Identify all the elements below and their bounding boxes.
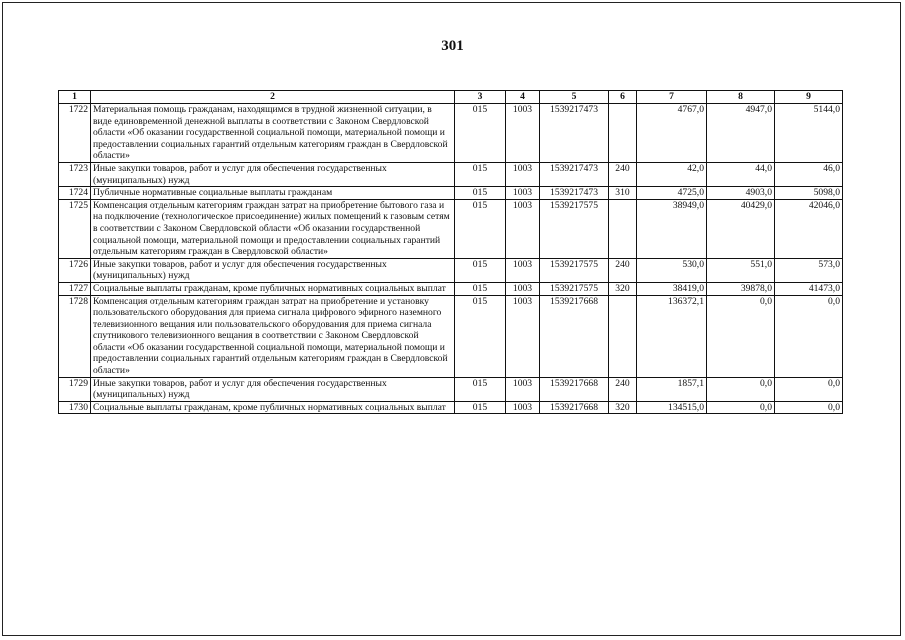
row-c4: 1003 bbox=[506, 187, 540, 200]
row-c7: 134515,0 bbox=[637, 401, 707, 414]
row-number: 1726 bbox=[59, 258, 91, 282]
row-c7: 136372,1 bbox=[637, 295, 707, 377]
row-c7: 38419,0 bbox=[637, 282, 707, 295]
row-c6: 240 bbox=[609, 258, 637, 282]
row-c9: 5098,0 bbox=[775, 187, 843, 200]
row-c8: 4903,0 bbox=[707, 187, 775, 200]
table-row bbox=[59, 187, 843, 200]
table-row bbox=[59, 401, 843, 414]
row-c9: 0,0 bbox=[775, 401, 843, 414]
row-name: Иные закупки товаров, работ и услуг для обеспечения государственных (муниципальных) нужд bbox=[91, 377, 455, 401]
row-number: 1729 bbox=[59, 377, 91, 401]
row-name: Социальные выплаты гражданам, кроме публичных нормативных социальных выплат bbox=[91, 401, 455, 414]
row-number: 1723 bbox=[59, 162, 91, 186]
table-row bbox=[59, 295, 843, 377]
row-c4: 1003 bbox=[506, 258, 540, 282]
row-c5: 1539217473 bbox=[540, 187, 609, 200]
row-c6 bbox=[609, 104, 637, 163]
row-c4: 1003 bbox=[506, 295, 540, 377]
table-row bbox=[59, 162, 843, 186]
row-c7: 42,0 bbox=[637, 162, 707, 186]
row-c7: 1857,1 bbox=[637, 377, 707, 401]
row-c4: 1003 bbox=[506, 199, 540, 258]
row-c5: 1539217473 bbox=[540, 104, 609, 163]
row-c3: 015 bbox=[455, 258, 506, 282]
col-header: 4 bbox=[506, 91, 540, 104]
col-header: 6 bbox=[609, 91, 637, 104]
row-c8: 0,0 bbox=[707, 377, 775, 401]
row-c6 bbox=[609, 199, 637, 258]
row-c6: 310 bbox=[609, 187, 637, 200]
row-c4: 1003 bbox=[506, 377, 540, 401]
row-number: 1730 bbox=[59, 401, 91, 414]
row-c8: 40429,0 bbox=[707, 199, 775, 258]
row-number: 1724 bbox=[59, 187, 91, 200]
row-c3: 015 bbox=[455, 162, 506, 186]
budget-table bbox=[58, 90, 843, 414]
col-header: 2 bbox=[91, 91, 455, 104]
table-row bbox=[59, 104, 843, 163]
row-c5: 1539217668 bbox=[540, 401, 609, 414]
row-name: Компенсация отдельным категориям граждан затрат на приобретение бытового газа и на подключение (технологическое присоединение) жилых помещений к газовым сетям в соответствии с Законом Свердловской области «Об оказании государственной социальной помощи, материальной помощи и предоставлении социальных гарантий отдельным категориям граждан в Свердловской области» bbox=[91, 199, 455, 258]
col-header: 1 bbox=[59, 91, 91, 104]
row-c7: 38949,0 bbox=[637, 199, 707, 258]
row-c6 bbox=[609, 295, 637, 377]
row-c8: 44,0 bbox=[707, 162, 775, 186]
row-c4: 1003 bbox=[506, 162, 540, 186]
row-c3: 015 bbox=[455, 282, 506, 295]
row-c5: 1539217575 bbox=[540, 258, 609, 282]
row-c5: 1539217473 bbox=[540, 162, 609, 186]
row-c5: 1539217668 bbox=[540, 295, 609, 377]
row-c7: 530,0 bbox=[637, 258, 707, 282]
row-c6: 320 bbox=[609, 401, 637, 414]
col-header: 5 bbox=[540, 91, 609, 104]
table-row bbox=[59, 199, 843, 258]
row-c3: 015 bbox=[455, 104, 506, 163]
row-c9: 42046,0 bbox=[775, 199, 843, 258]
row-number: 1728 bbox=[59, 295, 91, 377]
row-c6: 240 bbox=[609, 377, 637, 401]
row-name: Иные закупки товаров, работ и услуг для обеспечения государственных (муниципальных) нужд bbox=[91, 258, 455, 282]
row-c8: 0,0 bbox=[707, 295, 775, 377]
row-c3: 015 bbox=[455, 187, 506, 200]
row-c3: 015 bbox=[455, 295, 506, 377]
table-row bbox=[59, 377, 843, 401]
row-c9: 41473,0 bbox=[775, 282, 843, 295]
row-name: Публичные нормативные социальные выплаты гражданам bbox=[91, 187, 455, 200]
col-header: 9 bbox=[775, 91, 843, 104]
col-header: 8 bbox=[707, 91, 775, 104]
row-c4: 1003 bbox=[506, 401, 540, 414]
row-c5: 1539217668 bbox=[540, 377, 609, 401]
row-name: Иные закупки товаров, работ и услуг для обеспечения государственных (муниципальных) нужд bbox=[91, 162, 455, 186]
row-number: 1725 bbox=[59, 199, 91, 258]
row-c3: 015 bbox=[455, 199, 506, 258]
row-c5: 1539217575 bbox=[540, 199, 609, 258]
header-row bbox=[59, 91, 843, 104]
row-name: Материальная помощь гражданам, находящимся в трудной жизненной ситуации, в виде единовременной денежной выплаты в соответствии с Законом Свердловской области «Об оказании государственной социальной помощи, материальной помощи и предоставлении социальных гарантий отдельным категориям граждан в Свердловской области» bbox=[91, 104, 455, 163]
col-header: 7 bbox=[637, 91, 707, 104]
row-c9: 573,0 bbox=[775, 258, 843, 282]
row-c8: 551,0 bbox=[707, 258, 775, 282]
row-c8: 4947,0 bbox=[707, 104, 775, 163]
row-number: 1727 bbox=[59, 282, 91, 295]
row-c9: 0,0 bbox=[775, 295, 843, 377]
page-number: 301 bbox=[441, 38, 464, 54]
table-row bbox=[59, 258, 843, 282]
row-c9: 0,0 bbox=[775, 377, 843, 401]
row-c9: 5144,0 bbox=[775, 104, 843, 163]
row-number: 1722 bbox=[59, 104, 91, 163]
row-c8: 39878,0 bbox=[707, 282, 775, 295]
row-c7: 4767,0 bbox=[637, 104, 707, 163]
row-name: Компенсация отдельным категориям граждан затрат на приобретение и установку пользовательского оборудования для приема сигнала цифрового эфирного наземного телевизионного вещания или пользовательского оборудования для приема сигнала спутникового телевизионного вещания в соответствии с Законом Свердловской области «Об оказании государственной социальной помощи, материальной помощи и предоставлении социальных гарантий отдельным категориям граждан в Свердловской области» bbox=[91, 295, 455, 377]
row-name: Социальные выплаты гражданам, кроме публичных нормативных социальных выплат bbox=[91, 282, 455, 295]
row-c5: 1539217575 bbox=[540, 282, 609, 295]
row-c8: 0,0 bbox=[707, 401, 775, 414]
row-c4: 1003 bbox=[506, 282, 540, 295]
row-c6: 320 bbox=[609, 282, 637, 295]
row-c4: 1003 bbox=[506, 104, 540, 163]
row-c7: 4725,0 bbox=[637, 187, 707, 200]
row-c9: 46,0 bbox=[775, 162, 843, 186]
col-header: 3 bbox=[455, 91, 506, 104]
row-c3: 015 bbox=[455, 377, 506, 401]
row-c6: 240 bbox=[609, 162, 637, 186]
table-row bbox=[59, 282, 843, 295]
row-c3: 015 bbox=[455, 401, 506, 414]
